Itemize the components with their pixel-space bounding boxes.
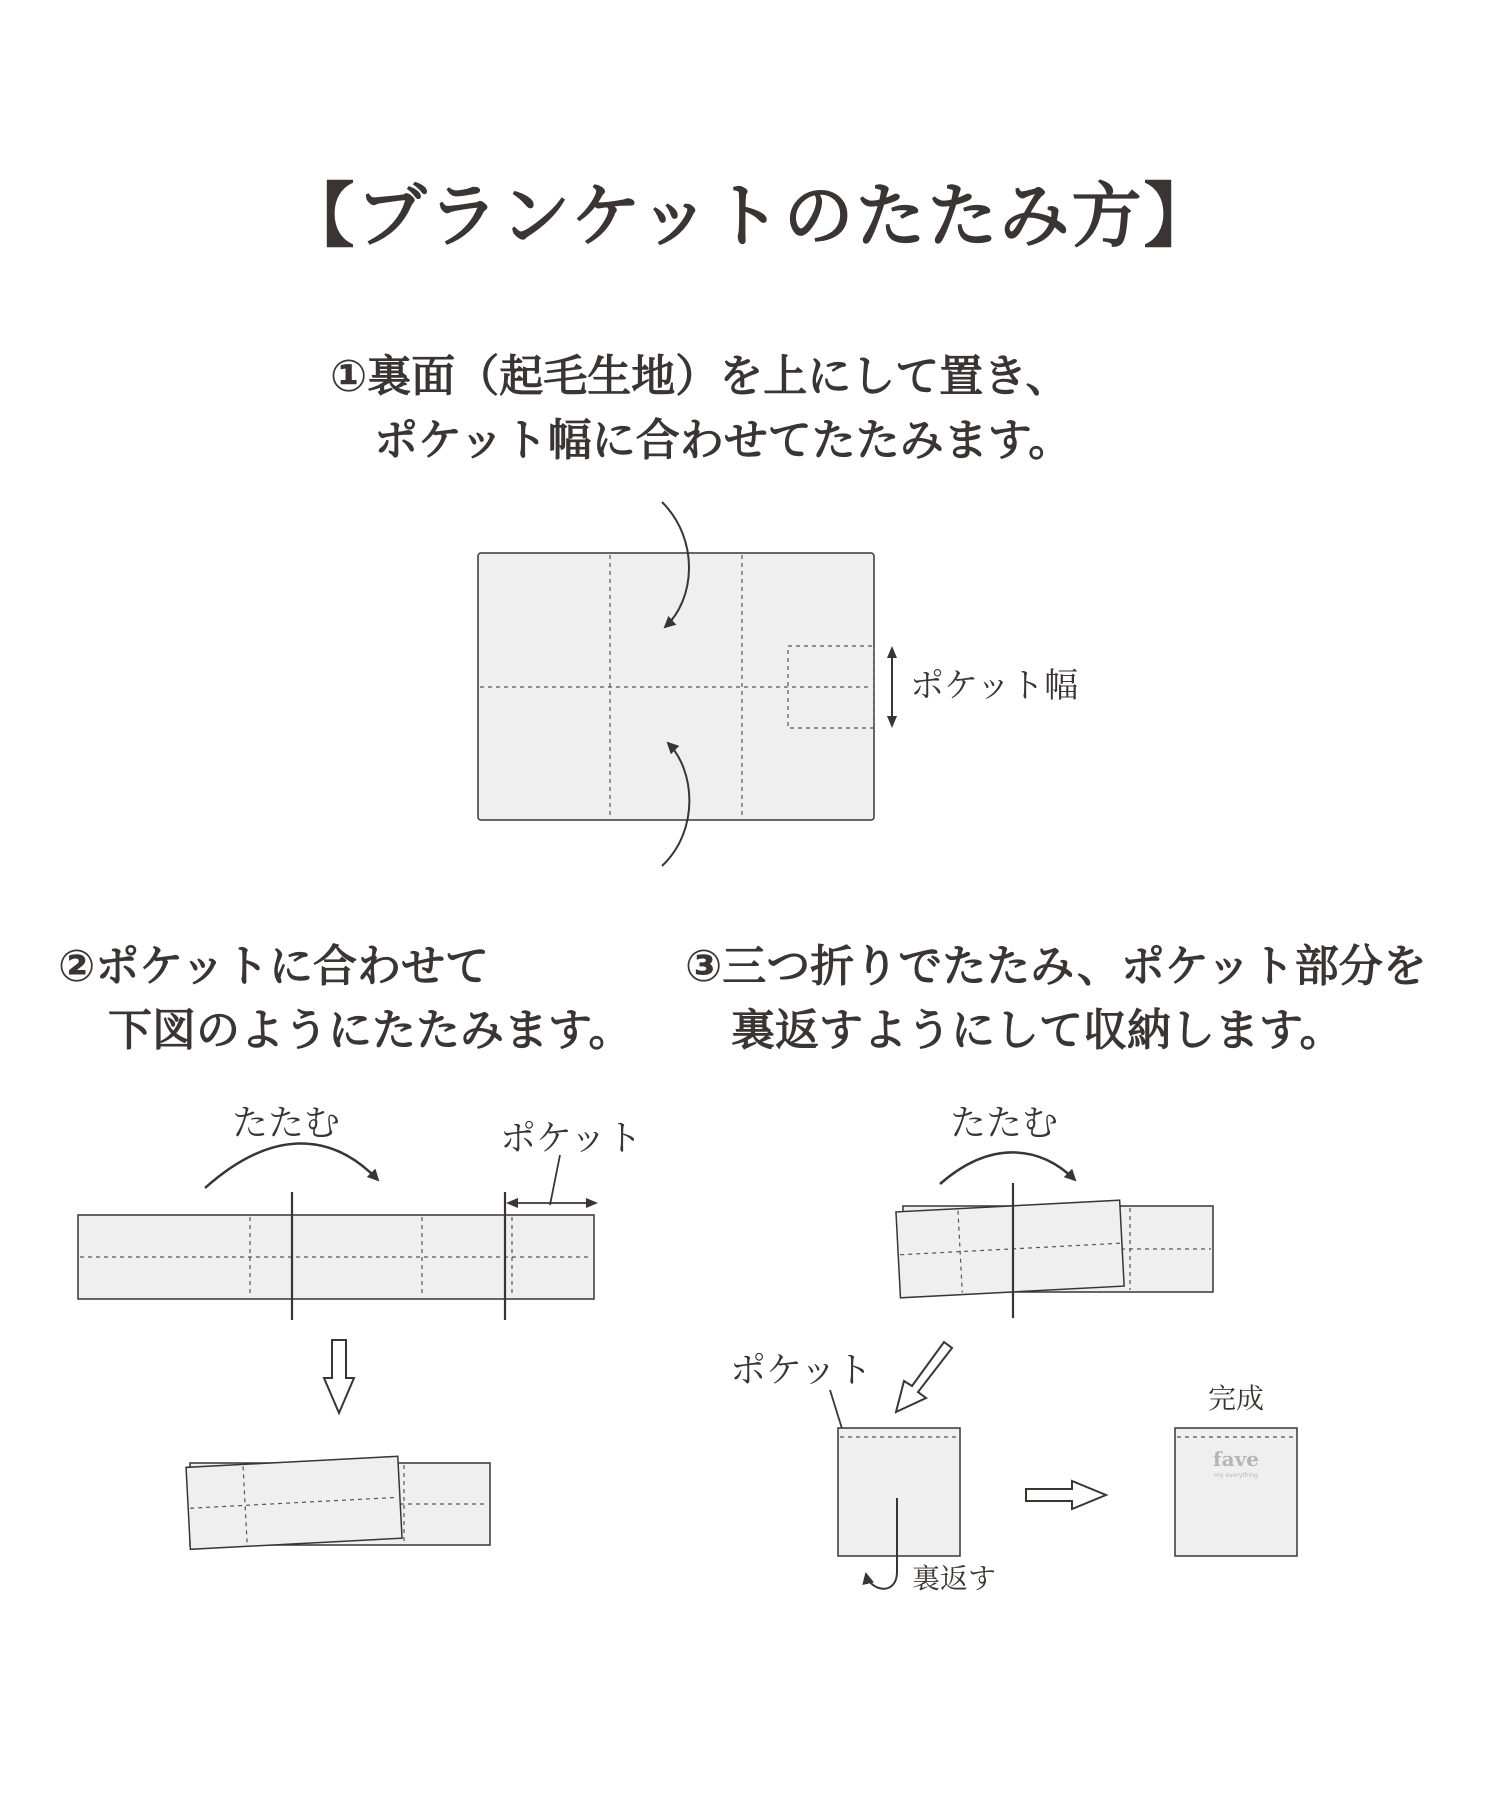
fold-arrow-step3 [940, 1152, 1075, 1184]
down-hollow-arrow [324, 1340, 354, 1413]
flip-label: 裏返す [912, 1562, 997, 1595]
stored-pocket [838, 1428, 960, 1556]
fold-label-step2: たたむ [232, 1103, 341, 1144]
pocket-width-label: ポケット幅 [910, 666, 1079, 706]
step-1-line-2: ポケット幅に合わせてたたみます。 [374, 415, 1073, 466]
finished-pouch [1175, 1428, 1297, 1556]
brand-logo: fave [1213, 1447, 1259, 1471]
step-2-folded-strip [186, 1456, 490, 1549]
diagonal-hollow-arrow [896, 1342, 952, 1412]
pocket-label-step2: ポケット [500, 1118, 643, 1159]
step-1-blanket [478, 553, 874, 820]
complete-label: 完成 [1208, 1382, 1265, 1415]
page-title: 【ブランケットのたたみ方】 [284, 175, 1216, 257]
pocket-pointer-line [550, 1155, 560, 1205]
brand-tagline: my everything [1214, 1472, 1258, 1479]
step-2-line-2: 下図のようにたたみます。 [108, 1005, 633, 1056]
fold-label-step3: たたむ [950, 1103, 1059, 1144]
step-3-folded-strip [896, 1183, 1213, 1318]
fold-arrow-step2 [205, 1143, 378, 1188]
step-1-line-1: ①裏面（起毛生地）を上にして置き、 [330, 351, 1070, 402]
pocket-label-step3: ポケット [730, 1350, 873, 1391]
step-2-long-strip [78, 1192, 594, 1320]
step-2-line-1: ②ポケットに合わせて [58, 941, 490, 992]
step-3-line-2: 裏返すようにして収納します。 [731, 1005, 1344, 1056]
step-3-line-1: ③三つ折りでたたみ、ポケット部分を [685, 941, 1427, 992]
right-hollow-arrow [1026, 1481, 1106, 1509]
